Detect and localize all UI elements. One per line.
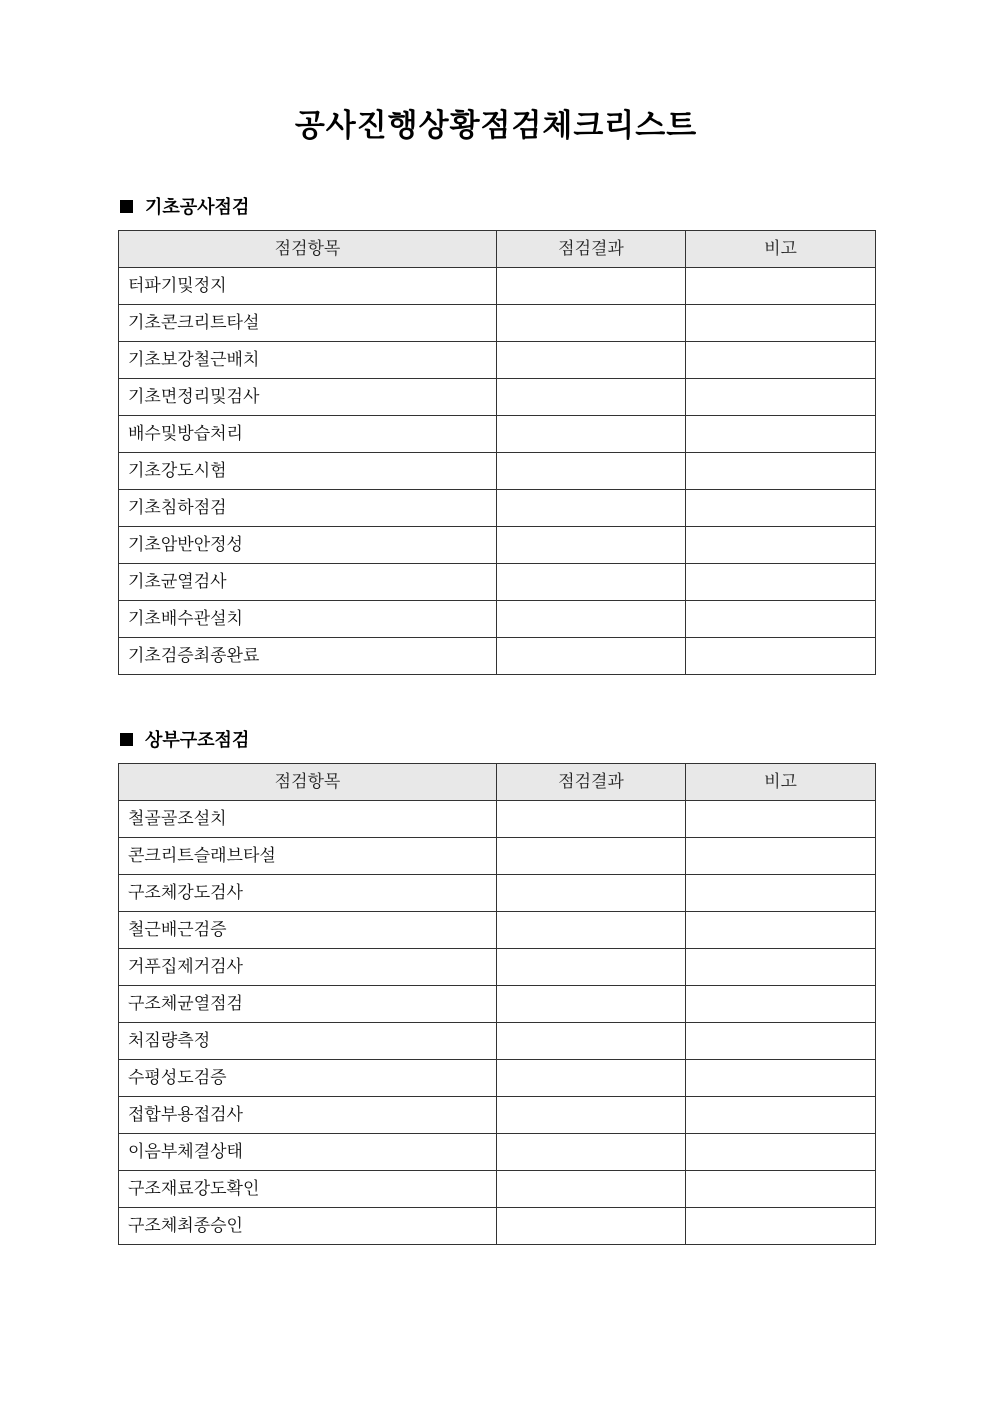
inspection-item-cell: 기초균열검사 [119,564,497,601]
table-row [119,268,876,305]
table-row [119,1208,876,1245]
inspection-result-cell[interactable] [497,601,686,638]
inspection-result-cell[interactable] [497,305,686,342]
inspection-item-cell: 기초배수관설치 [119,601,497,638]
table-row [119,527,876,564]
document-title: 공사진행상황점검체크리스트 [294,108,698,144]
inspection-result-cell[interactable] [497,949,686,986]
black-square-icon [120,733,133,746]
inspection-result-cell[interactable] [497,1134,686,1171]
inspection-result-cell[interactable] [497,1023,686,1060]
inspection-result-cell[interactable] [497,1208,686,1245]
inspection-item-cell: 기초콘크리트타설 [119,305,497,342]
table-row [119,490,876,527]
remarks-cell[interactable] [686,1097,876,1134]
section-foundation [118,192,875,666]
table-header-row [119,764,876,801]
black-square-icon [120,200,133,213]
column-header-result: 점검결과 [497,231,686,268]
inspection-item-cell: 기초강도시험 [119,453,497,490]
inspection-item-cell: 구조체강도검사 [119,875,497,912]
remarks-cell[interactable] [686,379,876,416]
inspection-result-cell[interactable] [497,1060,686,1097]
remarks-cell[interactable] [686,838,876,875]
remarks-cell[interactable] [686,453,876,490]
table-row [119,453,876,490]
remarks-cell[interactable] [686,564,876,601]
table-row [119,838,876,875]
inspection-item-cell: 배수및방습처리 [119,416,497,453]
inspection-item-cell: 기초보강철근배치 [119,342,497,379]
inspection-result-cell[interactable] [497,342,686,379]
inspection-item-cell: 기초면정리및검사 [119,379,497,416]
table-row [119,1060,876,1097]
table-row [119,305,876,342]
column-header-item: 점검항목 [119,231,497,268]
column-header-note: 비고 [686,764,876,801]
inspection-result-cell[interactable] [497,875,686,912]
table-row [119,1134,876,1171]
inspection-result-cell[interactable] [497,379,686,416]
inspection-item-cell: 접합부용접검사 [119,1097,497,1134]
table-header-row [119,231,876,268]
checklist-table [118,763,876,1245]
remarks-cell[interactable] [686,1060,876,1097]
table-row [119,601,876,638]
inspection-result-cell[interactable] [497,564,686,601]
inspection-result-cell[interactable] [497,1171,686,1208]
inspection-item-cell: 처짐량측정 [119,1023,497,1060]
table-row [119,379,876,416]
inspection-result-cell[interactable] [497,801,686,838]
column-header-item: 점검항목 [119,764,497,801]
remarks-cell[interactable] [686,490,876,527]
table-body [119,268,876,675]
table-row [119,638,876,675]
remarks-cell[interactable] [686,1208,876,1245]
inspection-result-cell[interactable] [497,490,686,527]
section-heading [118,192,875,220]
section-heading-label: 기초공사점검 [145,197,250,218]
table-row [119,342,876,379]
table-row [119,801,876,838]
table-row [119,912,876,949]
remarks-cell[interactable] [686,1171,876,1208]
remarks-cell[interactable] [686,1023,876,1060]
column-header-result: 점검결과 [497,764,686,801]
section-heading-label: 상부구조점검 [145,730,250,751]
table-row [119,875,876,912]
column-header-note: 비고 [686,231,876,268]
inspection-result-cell[interactable] [497,912,686,949]
inspection-result-cell[interactable] [497,453,686,490]
remarks-cell[interactable] [686,342,876,379]
section-heading [118,725,875,753]
inspection-item-cell: 수평성도검증 [119,1060,497,1097]
inspection-item-cell: 구조체최종승인 [119,1208,497,1245]
remarks-cell[interactable] [686,527,876,564]
remarks-cell[interactable] [686,638,876,675]
remarks-cell[interactable] [686,601,876,638]
table-row [119,1023,876,1060]
checklist-table [118,230,876,675]
inspection-item-cell: 철근배근검증 [119,912,497,949]
inspection-item-cell: 터파기및정지 [119,268,497,305]
section-superstructure [118,725,875,1236]
remarks-cell[interactable] [686,416,876,453]
inspection-result-cell[interactable] [497,1097,686,1134]
inspection-result-cell[interactable] [497,838,686,875]
remarks-cell[interactable] [686,1134,876,1171]
table-row [119,949,876,986]
remarks-cell[interactable] [686,875,876,912]
remarks-cell[interactable] [686,986,876,1023]
table-row [119,1097,876,1134]
table-row [119,564,876,601]
inspection-item-cell: 기초암반안정성 [119,527,497,564]
table-row [119,986,876,1023]
remarks-cell[interactable] [686,912,876,949]
remarks-cell[interactable] [686,268,876,305]
inspection-item-cell: 거푸집제거검사 [119,949,497,986]
inspection-item-cell: 콘크리트슬래브타설 [119,838,497,875]
table-row [119,416,876,453]
table-body [119,801,876,1245]
inspection-item-cell: 구조체균열점검 [119,986,497,1023]
remarks-cell[interactable] [686,949,876,986]
remarks-cell[interactable] [686,801,876,838]
inspection-result-cell[interactable] [497,638,686,675]
inspection-result-cell[interactable] [497,268,686,305]
inspection-result-cell[interactable] [497,527,686,564]
inspection-result-cell[interactable] [497,986,686,1023]
inspection-item-cell: 기초침하점검 [119,490,497,527]
inspection-item-cell: 구조재료강도확인 [119,1171,497,1208]
inspection-item-cell: 철골골조설치 [119,801,497,838]
inspection-result-cell[interactable] [497,416,686,453]
table-row [119,1171,876,1208]
inspection-item-cell: 이음부체결상태 [119,1134,497,1171]
inspection-item-cell: 기초검증최종완료 [119,638,497,675]
remarks-cell[interactable] [686,305,876,342]
